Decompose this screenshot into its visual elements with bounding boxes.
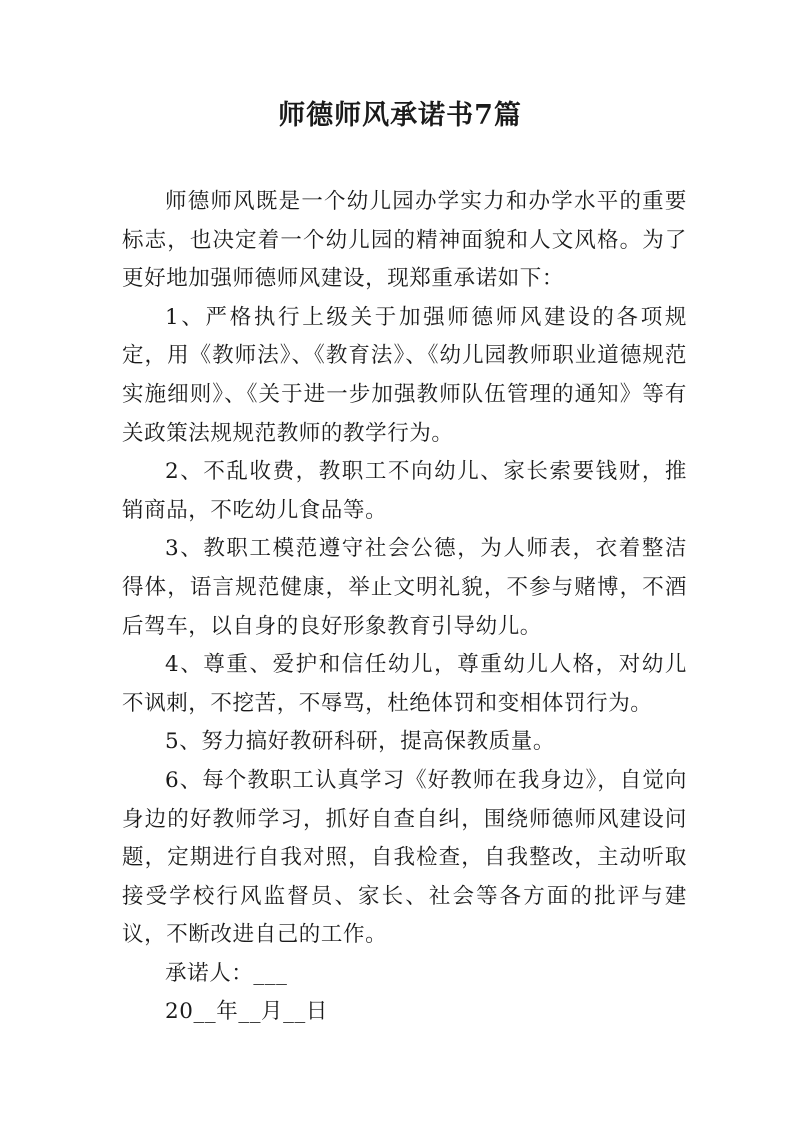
paragraph-item-2: 2、不乱收费，教职工不向幼儿、家长索要钱财，推销商品，不吃幼儿食品等。	[122, 459, 687, 523]
date-line: 20__年__月__日	[165, 999, 328, 1025]
signature-line: 承诺人：___	[165, 960, 288, 986]
paragraph-item-1: 1、严格执行上级关于加强师德师风建设的各项规定，用《教师法》、《教育法》、《幼儿园教师职业道德规范实施细则》、《关于进一步加强教师队伍管理的通知》等有关政策法规规范教师的教学行为。	[122, 304, 687, 446]
paragraph-item-4: 4、尊重、爱护和信任幼儿，尊重幼儿人格，对幼儿不讽刺，不挖苦，不辱骂，杜绝体罚和变相体罚行为。	[122, 652, 687, 716]
paragraph-item-5: 5、努力搞好教研科研，提高保教质量。	[165, 729, 555, 755]
paragraph-intro: 师德师风既是一个幼儿园办学实力和办学水平的重要标志，也决定着一个幼儿园的精神面貌和人文风格。为了更好地加强师德师风建设，现郑重承诺如下：	[122, 189, 687, 292]
document-title: 师德师风承诺书7篇	[278, 100, 522, 131]
paragraph-item-3: 3、教职工模范遵守社会公德，为人师表，衣着整洁得体，语言规范健康，举止文明礼貌，不参与赌博，不酒后驾车，以自身的良好形象教育引导幼儿。	[122, 536, 687, 639]
paragraph-item-6: 6、每个教职工认真学习《好教师在我身边》，自觉向身边的好教师学习，抓好自查自纠，围绕师德师风建设问题，定期进行自我对照，自我检查，自我整改，主动听取接受学校行风监督员、家长、社会等各方面的批评与建议，不断改进自己的工作。	[122, 767, 687, 948]
document-body	[122, 183, 687, 1032]
